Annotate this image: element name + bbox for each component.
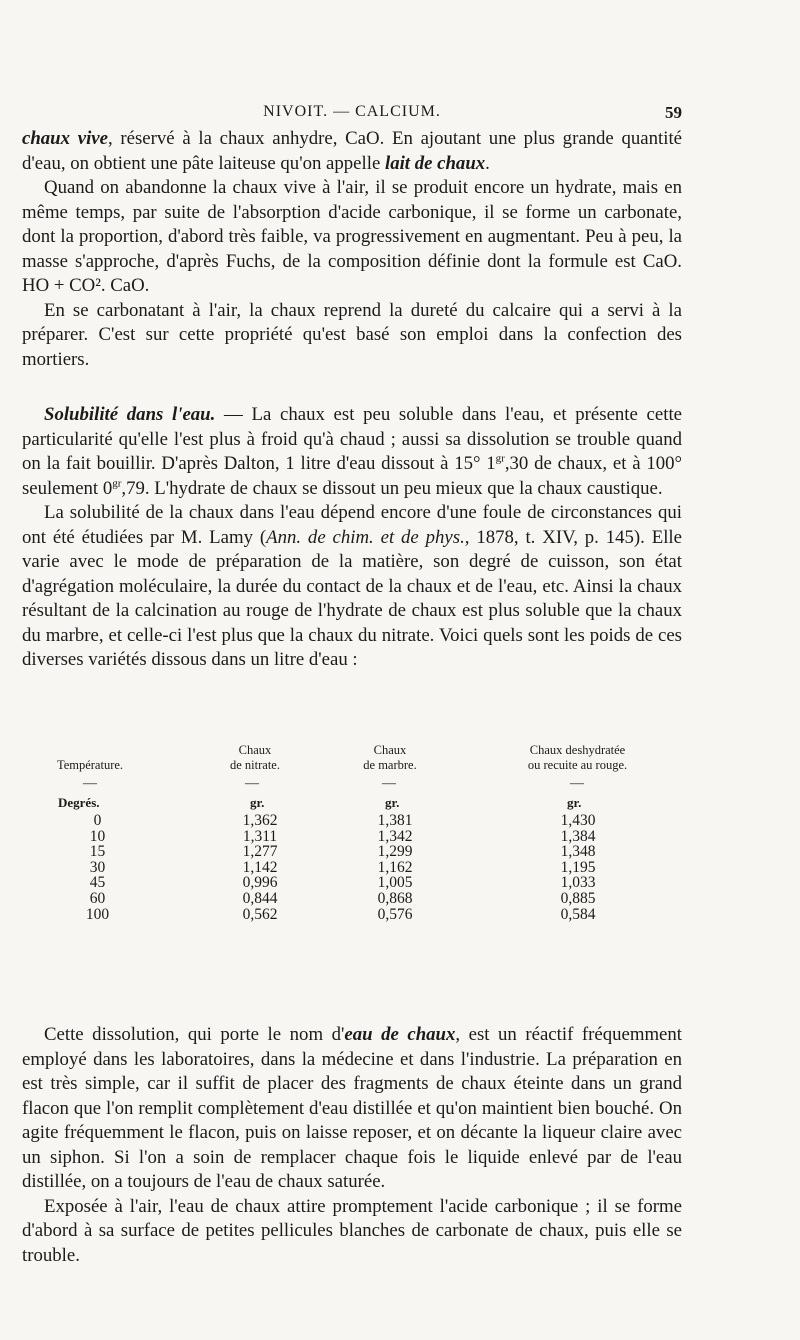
running-header <box>22 101 682 125</box>
table-cell: 1,277 <box>242 843 278 861</box>
table-cell: 0,996 <box>242 874 278 892</box>
table-cell: 1,311 <box>242 827 278 845</box>
table-cell: 0,868 <box>377 889 413 907</box>
table-cell: 1,384 <box>560 827 596 845</box>
table-cell: 1,195 <box>560 858 596 876</box>
journal-reference: Ann. de chim. et de phys. <box>266 526 465 548</box>
paragraph-end: , 1878, t. XIV, p. 145). Elle varie avec le mode de préparation de la matière, son degré de cuisson, son état d'agrégation moléculaire, la durée du contact de la chaux et de l'eau, etc. Ainsi la chaux résultant de la calcination au rouge de l'hydrate de chaux est plus soluble que la chaux du marbre, et celle-ci l'est plus que la chaux du nitrate. Voici quels sont les poids de ces diverses variétés dissous dans un litre d'eau : <box>22 526 682 670</box>
table-cell: 1,299 <box>377 843 413 861</box>
table-cell: 1,005 <box>377 874 413 892</box>
paragraph-text: ,30 de chaux, et à 100° seulement 0 <box>22 453 683 499</box>
table-cell: 10 <box>89 827 106 845</box>
header-rule: — <box>382 776 396 791</box>
unit-label: gr. <box>385 795 400 810</box>
header-rule: — <box>245 776 259 791</box>
column-header-temperature: Température. <box>56 758 124 772</box>
paragraph-end: ,79. L'hydrate de chaux se dissout un peu mieux que la chaux caustique. <box>121 477 663 499</box>
table-cell: 60 <box>89 889 106 907</box>
paragraph-lait-de-chaux <box>22 127 682 176</box>
paragraph-mortiers: En se carbonatant à l'air, la chaux reprend la dureté du calcaire qui a servi à la préparer. C'est sur cette propriété qu'est basé son emploi dans la confection des mortiers. <box>22 299 682 370</box>
header-title: NIVOIT. — CALCIUM. <box>263 103 441 120</box>
table-cell: 0,584 <box>560 905 596 923</box>
text-block-eau-de-chaux <box>22 1023 682 1268</box>
page-number: 59 <box>665 103 682 122</box>
table-cell: 1,348 <box>560 843 596 861</box>
text-block-top <box>22 127 682 372</box>
column-header-deshydratee: Chaux deshydratée ou recuite au rouge. <box>527 743 628 772</box>
unit-label: gr. <box>567 795 582 810</box>
column-header-marbre: Chaux de marbre. <box>363 743 417 772</box>
table-cell: 0,562 <box>242 905 278 923</box>
paragraph-text: , réservé à la chaux anhydre, CaO. En ajoutant une plus grande quantité d'eau, on obtient une pâte laiteuse qu'on appelle <box>22 128 682 174</box>
table-cell: 1,362 <box>242 812 278 829</box>
term-chaux-vive: chaux vive <box>22 128 108 149</box>
table-cell: 100 <box>85 905 110 923</box>
unit-superscript: gr <box>495 452 505 465</box>
paragraph-exposee: Exposée à l'air, l'eau de chaux attire promptement l'acide carbonique ; il se forme d'abord à sa surface de petites pellicules blanches de carbonate de chaux, puis elle se trouble. <box>22 1195 682 1266</box>
table-cell: 1,381 <box>377 812 413 829</box>
table-cell: 15 <box>89 843 106 861</box>
table-cell: 0,576 <box>377 905 413 923</box>
unit-label: gr. <box>250 795 265 810</box>
table-cell: 1,342 <box>377 827 413 845</box>
table-cell: 45 <box>89 874 106 892</box>
paragraph-text: La chaux est peu soluble dans l'eau, et présente cette particularité qu'elle l'est plus à froid qu'à chaud ; aussi sa dissolution se trouble quand on la fait bouillir. D'après Dalton, 1 litre d'eau dissout à 15° 1 <box>22 404 682 474</box>
table-cell: 0,885 <box>560 889 596 907</box>
paragraph-text: La solubilité de la chaux dans l'eau dépend encore d'une foule de circonstances qui ont été étudiées par M. Lamy ( <box>22 502 682 548</box>
header-rule: — <box>570 776 584 791</box>
table-cell: 1,142 <box>242 858 278 876</box>
table-cell: 0 <box>93 812 102 829</box>
heading-dash: — <box>215 404 252 425</box>
column-marbre <box>365 813 425 922</box>
term-lait-de-chaux: lait de chaux <box>384 152 486 174</box>
term-eau-de-chaux: eau de chaux <box>344 1024 456 1045</box>
paragraph-carbonate: Quand on abandonne la chaux vive à l'air, il se produit encore un hydrate, mais en même temps, par suite de l'absorption d'acide carbonique, il se forme un carbonate, dont la proportion, d'abord très faible, va progressivement en augmentant. Peu à peu, la masse s'approche, d'après Fuchs, de la composition définie dont la formule est CaO. HO + CO². CaO. <box>22 177 682 296</box>
paragraph-text: Cette dissolution, qui porte le nom d' <box>44 1024 345 1045</box>
unit-superscript: gr <box>112 477 122 490</box>
paragraph-solubility <box>22 403 682 501</box>
table-cell: 30 <box>89 858 106 876</box>
table-cell: 1,430 <box>560 812 596 829</box>
table-cell: 1,162 <box>377 858 413 876</box>
table-cell: 1,033 <box>560 874 596 892</box>
table-cell: 0,844 <box>242 889 278 907</box>
column-deshydratee <box>548 813 608 922</box>
unit-label: Degrés. <box>58 795 100 810</box>
column-header-nitrate: Chaux de nitrate. <box>230 743 280 772</box>
text-block-solubility <box>22 403 682 673</box>
column-nitrate <box>230 813 290 922</box>
column-temperature <box>75 813 120 922</box>
paragraph-eau-de-chaux <box>22 1023 682 1195</box>
section-heading-solubilite: Solubilité dans l'eau. <box>44 404 216 425</box>
paragraph-end: , est un réactif fréquemment employé dans les laboratoires, dans la médecine et dans l'industrie. La préparation en est très simple, car il suffit de placer des fragments de chaux éteinte dans un grand flacon que l'on remplit complètement d'eau distillée et qu'on maintient bien bouché. On agite fréquemment le flacon, puis on laisse reposer, et on décante la liqueur claire avec un siphon. Si l'on a soin de remplacer chaque fois le liquide enlevé par de l'eau distillée, on a toujours de l'eau de chaux saturée. <box>22 1024 682 1192</box>
paragraph-lamy <box>22 501 682 673</box>
paragraph-end: . <box>485 152 490 174</box>
header-rule: — <box>83 776 97 791</box>
